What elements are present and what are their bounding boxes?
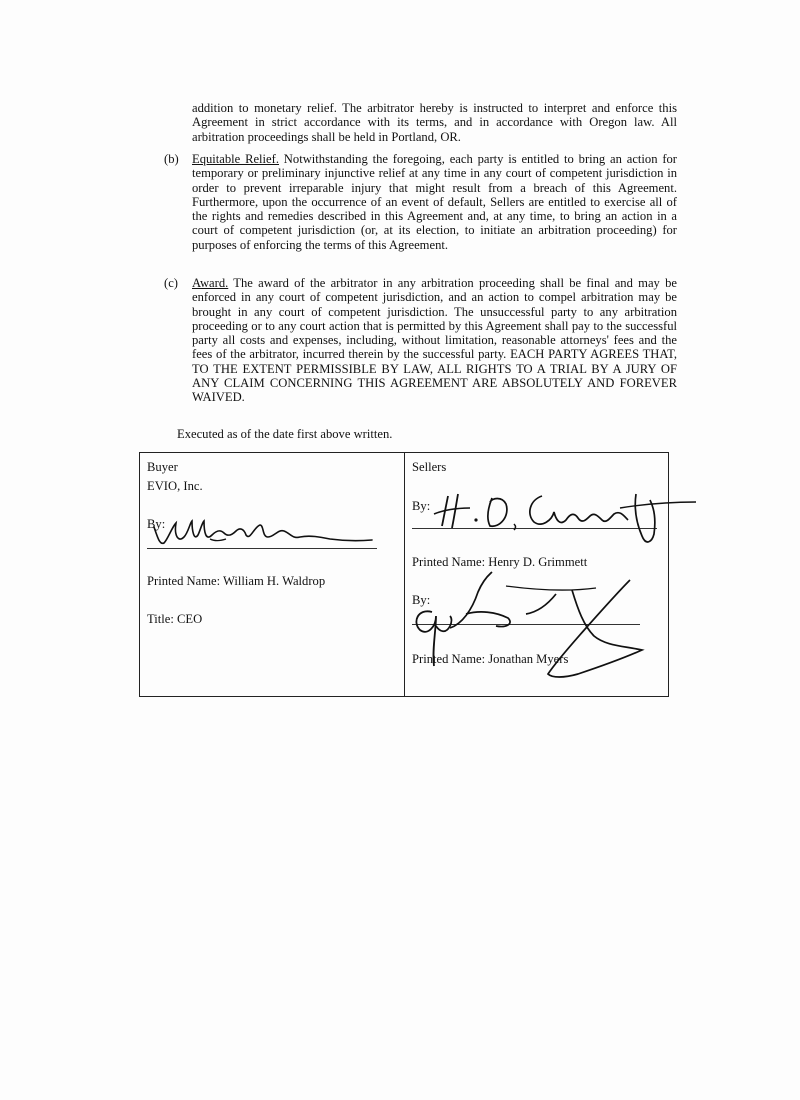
seller2-by-label: By: — [412, 593, 431, 607]
clause-heading-equitable-relief: Equitable Relief. — [192, 152, 279, 166]
seller1-by-label: By: — [412, 499, 431, 513]
signature-table-divider — [404, 452, 405, 697]
buyer-printed-name: Printed Name: William H. Waldrop — [147, 574, 326, 588]
clause-award — [192, 276, 677, 405]
seller2-printed-name: Printed Name: Jonathan Myers — [412, 652, 569, 666]
buyer-by-label: By: — [147, 517, 166, 531]
seller1-signature — [430, 490, 700, 550]
clause-body-award: The award of the arbitrator in any arbitration proceeding shall be final and may be enforced in any court of competent jurisdiction, and an action to compel arbitration may be brought in any court of competent jurisdiction. The unsuccessful party to any arbitration proceeding or to any court action that is permitted by this Agreement shall pay to the successful party all costs and expenses, including, without limitation, reasonable attorneys' fees and the fees of the arbitrator, incurred therein by the successful party. EACH PARTY AGREES THAT, TO THE EXTENT PERMISSIBLE BY LAW, ALL RIGHTS TO A TRIAL BY A JURY OF ANY CLAIM CONCERNING THIS AGREEMENT ARE ABSOLUTELY AND FOREVER WAIVED. — [192, 276, 677, 405]
executed-statement: Executed as of the date first above written. — [177, 427, 393, 441]
clause-marker-b: (b) — [164, 152, 179, 166]
buyer-title: Title: CEO — [147, 612, 203, 626]
clause-equitable-relief — [192, 152, 677, 252]
clause-body-equitable-relief: Notwithstanding the foregoing, each party is entitled to bring an action for temporary or preliminary injunctive relief at any time in any court of competent jurisdiction in order to prevent irreparable injury that might result from a breach of this Agreement. Furthermore, upon the occurrence of an event of default, Sellers are entitled to exercise all of the rights and remedies described in this Agreement and, at any time, to bring an action in a court of competent jurisdiction (or, at its election, to initiate an arbitration proceeding) for purposes of enforcing the terms of this Agreement. — [192, 152, 677, 252]
seller1-printed-name: Printed Name: Henry D. Grimmett — [412, 555, 588, 569]
clause-heading-award: Award. — [192, 276, 229, 290]
paragraph-continuation: addition to monetary relief. The arbitrator hereby is instructed to interpret and enforce this Agreement in strict accordance with its terms, and in accordance with Oregon law. All arbitration proceedings shall be held in Portland, OR. — [192, 101, 677, 144]
seller2-signature — [406, 570, 656, 685]
buyer-signature — [150, 513, 380, 553]
buyer-heading: Buyer — [147, 460, 178, 474]
buyer-company: EVIO, Inc. — [147, 479, 203, 493]
clause-marker-c: (c) — [164, 276, 178, 290]
sellers-heading: Sellers — [412, 460, 447, 474]
